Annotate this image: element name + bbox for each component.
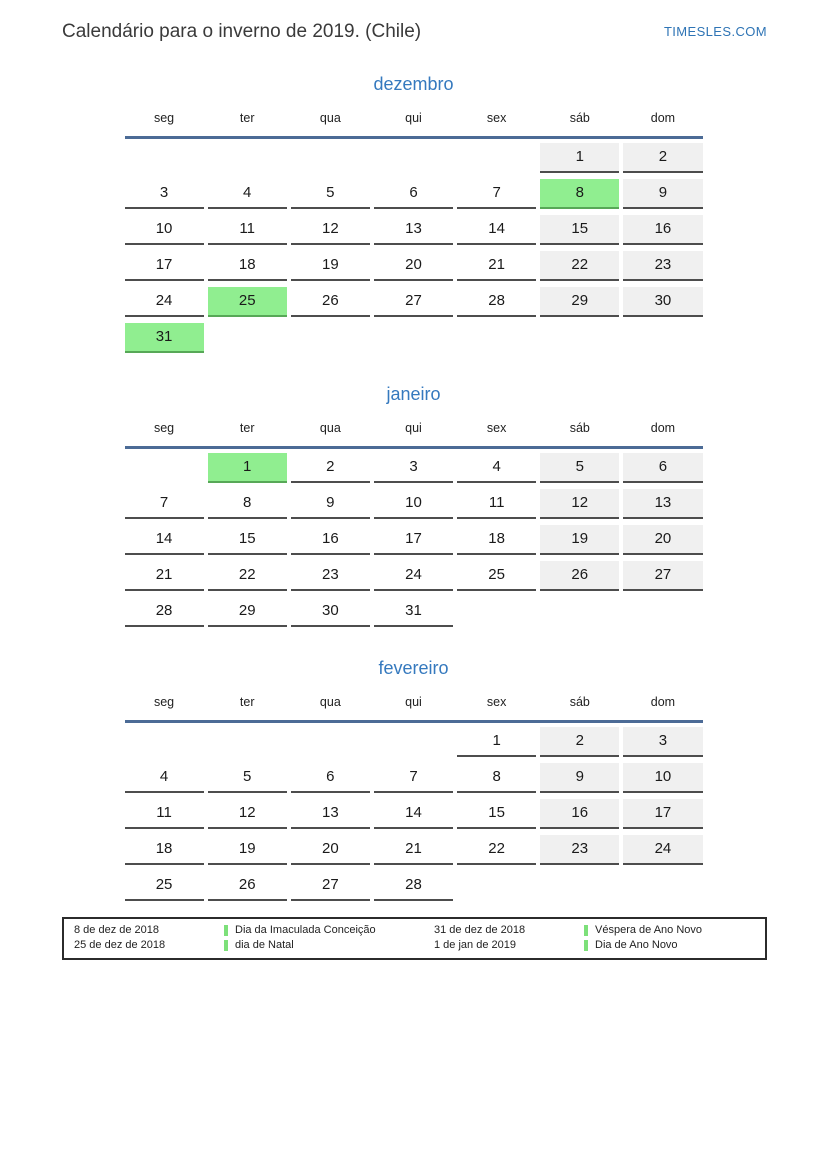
holiday-marker-icon (584, 925, 588, 936)
day-cell: 14 (125, 525, 204, 555)
day-cell: 1 (208, 453, 287, 483)
weekday-label: ter (239, 111, 255, 125)
weekday-label: seg (153, 695, 175, 709)
day-cell: 8 (457, 763, 536, 793)
legend-entry (584, 939, 755, 952)
day-cell-empty (374, 323, 453, 351)
legend-entry (224, 924, 434, 937)
weekday-label: qui (405, 695, 422, 709)
month-title: janeiro (386, 384, 441, 404)
day-cell: 14 (457, 215, 536, 245)
day-cell: 20 (623, 525, 702, 555)
day-cell: 15 (208, 525, 287, 555)
day-cell: 19 (291, 251, 370, 281)
day-cell: 6 (623, 453, 702, 483)
day-cell-empty (623, 323, 702, 351)
day-cell: 22 (457, 835, 536, 865)
day-cell-empty (208, 143, 287, 171)
day-cell: 8 (540, 179, 619, 209)
day-cell: 4 (457, 453, 536, 483)
day-cell: 23 (623, 251, 702, 281)
legend-date: 8 de dez de 2018 (74, 924, 160, 936)
day-cell: 15 (540, 215, 619, 245)
weekday-label: qui (405, 421, 422, 435)
day-cell: 30 (623, 287, 702, 317)
day-cell-empty (540, 597, 619, 625)
day-cell-empty (291, 323, 370, 351)
legend-label-text: Véspera de Ano Novo (595, 924, 703, 936)
brand-link[interactable]: TIMESLES.COM (663, 24, 767, 39)
day-cell: 3 (623, 727, 702, 757)
day-cell: 18 (457, 525, 536, 555)
legend-label-text: Dia de Ano Novo (595, 939, 678, 951)
legend-date: 25 de dez de 2018 (74, 939, 166, 951)
day-cell: 13 (623, 489, 702, 519)
day-cell: 14 (374, 799, 453, 829)
day-cell: 6 (291, 763, 370, 793)
day-cell: 26 (540, 561, 619, 591)
day-cell-empty (457, 323, 536, 351)
day-cell: 30 (291, 597, 370, 627)
day-cell-empty (208, 323, 287, 351)
day-cell: 26 (291, 287, 370, 317)
month-fevereiro (125, 657, 703, 901)
holiday-marker-icon (584, 940, 588, 951)
day-cell: 9 (623, 179, 702, 209)
day-cell: 5 (291, 179, 370, 209)
weekday-header-row (125, 421, 703, 449)
day-cell: 7 (457, 179, 536, 209)
page-header (0, 0, 827, 43)
day-cell: 27 (291, 871, 370, 901)
legend-entry (584, 924, 755, 937)
day-cell: 19 (540, 525, 619, 555)
weekday-label: dom (650, 421, 676, 435)
day-cell: 11 (457, 489, 536, 519)
day-cell-empty (125, 143, 204, 171)
day-cell: 25 (125, 871, 204, 901)
legend-date: 1 de jan de 2019 (434, 939, 516, 951)
weekday-label: ter (239, 421, 255, 435)
weekday-label: seg (153, 111, 175, 125)
day-cell: 31 (374, 597, 453, 627)
day-cell: 31 (125, 323, 204, 353)
day-cell: 2 (623, 143, 702, 173)
day-cell: 9 (291, 489, 370, 519)
day-cell: 7 (125, 489, 204, 519)
holiday-marker-icon (224, 925, 228, 936)
day-cell: 2 (291, 453, 370, 483)
holiday-marker-icon (224, 940, 228, 951)
day-cell: 16 (291, 525, 370, 555)
day-cell: 12 (540, 489, 619, 519)
day-cell: 24 (623, 835, 702, 865)
day-cell-empty (623, 597, 702, 625)
day-cell: 24 (125, 287, 204, 317)
day-cell: 24 (374, 561, 453, 591)
day-cell: 21 (125, 561, 204, 591)
day-cell: 22 (208, 561, 287, 591)
day-cell: 15 (457, 799, 536, 829)
day-cell-empty (125, 453, 204, 481)
day-cell: 26 (208, 871, 287, 901)
day-cell-empty (374, 727, 453, 755)
weekday-label: dom (650, 111, 676, 125)
day-cell: 8 (208, 489, 287, 519)
day-cell: 6 (374, 179, 453, 209)
day-cell: 28 (374, 871, 453, 901)
day-cell: 17 (374, 525, 453, 555)
day-cell: 1 (540, 143, 619, 173)
day-cell: 3 (374, 453, 453, 483)
day-cell: 17 (623, 799, 702, 829)
day-cell: 16 (623, 215, 702, 245)
weekday-label: seg (153, 421, 175, 435)
day-cell-empty (374, 143, 453, 171)
weekday-header-row (125, 695, 703, 723)
day-cell-empty (540, 323, 619, 351)
day-cell: 11 (125, 799, 204, 829)
day-cell: 18 (208, 251, 287, 281)
day-cell: 27 (374, 287, 453, 317)
day-cell: 13 (291, 799, 370, 829)
weekday-label: qua (319, 111, 341, 125)
weekday-label: sex (486, 695, 507, 709)
holiday-legend (62, 917, 767, 960)
day-cell: 4 (208, 179, 287, 209)
day-cell: 25 (208, 287, 287, 317)
month-title: fevereiro (378, 658, 449, 678)
day-cell: 19 (208, 835, 287, 865)
day-cell: 7 (374, 763, 453, 793)
month-title: dezembro (373, 74, 454, 94)
day-cell: 16 (540, 799, 619, 829)
day-cell: 5 (208, 763, 287, 793)
day-cell-empty (623, 871, 702, 899)
weekday-label: qui (405, 111, 422, 125)
day-cell: 17 (125, 251, 204, 281)
weekday-label: sex (486, 111, 507, 125)
weeks-grid (125, 727, 703, 901)
day-cell-empty (291, 727, 370, 755)
legend-entry (224, 939, 434, 952)
page-title: Calendário para o inverno de 2019. (Chile) (62, 21, 422, 42)
day-cell: 12 (208, 799, 287, 829)
weekday-label: dom (650, 695, 676, 709)
day-cell-empty (540, 871, 619, 899)
day-cell: 4 (125, 763, 204, 793)
day-cell-empty (208, 727, 287, 755)
day-cell: 21 (457, 251, 536, 281)
day-cell: 2 (540, 727, 619, 757)
day-cell-empty (457, 871, 536, 899)
day-cell: 29 (208, 597, 287, 627)
day-cell: 12 (291, 215, 370, 245)
day-cell: 11 (208, 215, 287, 245)
day-cell: 21 (374, 835, 453, 865)
legend-date: 31 de dez de 2018 (434, 924, 526, 936)
day-cell: 28 (125, 597, 204, 627)
day-cell: 10 (374, 489, 453, 519)
weekday-label: qua (319, 695, 341, 709)
day-cell: 13 (374, 215, 453, 245)
day-cell: 20 (291, 835, 370, 865)
day-cell-empty (457, 143, 536, 171)
day-cell: 18 (125, 835, 204, 865)
day-cell: 23 (540, 835, 619, 865)
day-cell-empty (457, 597, 536, 625)
day-cell: 22 (540, 251, 619, 281)
day-cell-empty (291, 143, 370, 171)
weekday-label: sex (486, 421, 507, 435)
day-cell: 10 (125, 215, 204, 245)
day-cell: 27 (623, 561, 702, 591)
day-cell: 1 (457, 727, 536, 757)
day-cell: 9 (540, 763, 619, 793)
month-janeiro (125, 383, 703, 627)
day-cell: 10 (623, 763, 702, 793)
weekday-label: ter (239, 695, 255, 709)
weekday-label: sáb (569, 111, 590, 125)
day-cell: 20 (374, 251, 453, 281)
day-cell: 29 (540, 287, 619, 317)
day-cell: 3 (125, 179, 204, 209)
day-cell: 5 (540, 453, 619, 483)
weekday-label: sáb (569, 695, 590, 709)
legend-label-text: dia de Natal (235, 939, 294, 951)
day-cell-empty (125, 727, 204, 755)
day-cell: 25 (457, 561, 536, 591)
weeks-grid (125, 453, 703, 627)
weekday-label: qua (319, 421, 341, 435)
months (125, 73, 703, 901)
weekday-label: sáb (569, 421, 590, 435)
legend-label-text: Dia da Imaculada Conceição (235, 924, 376, 936)
day-cell: 28 (457, 287, 536, 317)
weeks-grid (125, 143, 703, 353)
month-dezembro (125, 73, 703, 353)
day-cell: 23 (291, 561, 370, 591)
weekday-header-row (125, 111, 703, 139)
